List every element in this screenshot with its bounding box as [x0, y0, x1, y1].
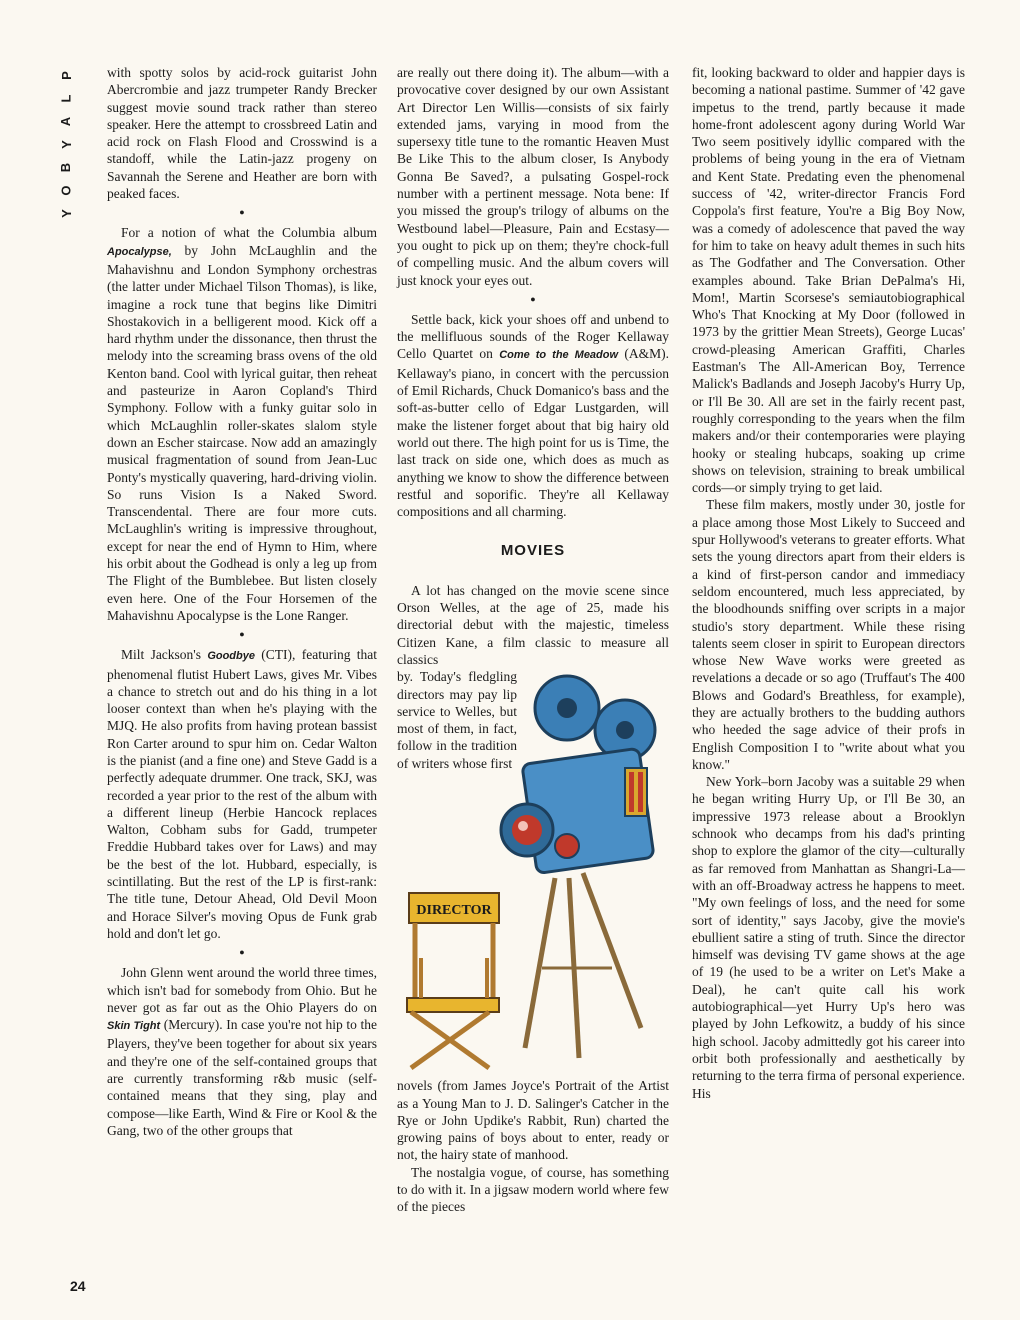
magazine-letter: L — [58, 94, 74, 103]
illustration-block — [397, 668, 669, 1073]
separator-bullet: ● — [530, 293, 536, 304]
separator-bullet: ● — [239, 629, 245, 640]
magazine-letter: B — [58, 162, 74, 173]
column-1 — [107, 64, 377, 1139]
paragraph: Settle back, kick your shoes off and unbend to the mellifluous sounds of the Roger Kellaway Cello Quartet on Come to the Meadow (A&M). Kellaway's piano, in concert with the percussion of Emil Richards, Chuck Domanico's bass and the soft-as-butter cello of Edgar Lustgarden, will make the listener forget about that big hairy old world out there. The high point for us is Time, the last track on side one, which does as much as anything we know to show the difference between restful and soporific. They're all Kellaway compositions and all charming. — [397, 311, 670, 520]
paragraph: John Glenn went around the world three times, which isn't bad for somebody from Ohio. But he never got as far out as the Ohio Players do on Skin Tight (Mercury). In case you're not hip to the Players, they've been together for about six years and they're one of the self-contained groups that are currently transforming r&b music (self-contained means that they sing, play and compose—like Earth, Wind & Fire or Kool & the Gang, two of the other groups that — [107, 965, 377, 1138]
magazine-letter: Y — [58, 140, 74, 149]
magazine-letter: Y — [58, 209, 74, 218]
wrapped-text — [397, 668, 517, 772]
album-title: Come to the Meadow — [499, 349, 619, 362]
magazine-letter: O — [58, 185, 74, 196]
column-3 — [692, 64, 965, 1102]
paragraph: These film makers, mostly under 30, jostle for a place among those Most Likely to Succeed and spur Hollywood's veterans to greater efforts. What sets the young directors apart from their elders is a kind of first-person candor and immediacy seldom encountered, much less appreciated, by the bloodhounds sniffing over scripts in a major studio's story department. While these rising talents seem closer in spirit to European directors whose New Wave works were greeted as revelations a decade or so ago (Truffaut's The 400 Blows and Godard's Breathless, for example), they are actually brothers to the budding authors who heeded the sage advice of their profs in English Composition I to "write about what you know." — [692, 497, 965, 772]
album-title: Goodbye — [207, 650, 255, 663]
paragraph: Milt Jackson's Goodbye (CTI), featuring that phenomenal flutist Hubert Laws, gives Mr. Vibes a chance to stretch out and do his thing in a lot looser context than when he's playing with the MJQ. He also profits from having protean bassist Ron Carter around to spur him on. Cedar Walton is the pianist (and a fine one) and Steve Gadd is a perfectly adequate drummer. One track, SKJ, was recorded a year prior to the rest of the album with a different lineup (Herbie Hancock replaces Walton, Cobham subs for Gadd, trumpeter Freddie Hubbard takes over for Laws) and may be the best of the lot. Hubbard, especially, is scintillating. But the rest of the LP is first-rank: The title tune, Detour Ahead, Old Devil Moon and Horace Silver's moving Opus de Funk grab hold and don't let go. — [107, 647, 377, 941]
paragraph: novels (from James Joyce's Portrait of the Artist as a Young Man to J. D. Salinger's Catcher in the Rye or John Updike's Rabbit, Run) charted the growing pains of boys about to enter, ready or not, the hairy state of manhood. — [397, 1078, 669, 1163]
paragraph: fit, looking backward to older and happier days is becoming a national pastime. Summer of '42 gave impetus to the trend, partly because it made home-front adolescent agony during World War Two seem positively idyllic compared with the problems of being young in the era of Vietnam and Kent State. Predating even the phenomenal success of '42, writer-director Francis Ford Coppola's first feature, You're a Big Boy Now, was a comedy of adolescence that paved the way for him to take on heavy adult themes in such hits as The Godfather and The Conversation. Other examples abound. Take Brian DePalma's Hi, Mom!, Martin Scorsese's semiautobiographical Who's That Knocking at My Door (followed in 1973 by the grittier Mean Streets), George Lucas' crowd-pleasing American Graffiti, Charles Eastman's The All-American Boy, Terrence Malick's Badlands and Joseph Jacoby's Hurry Up, or I'll Be 30. All are set in the fairly recent past, roughly corresponding to the years when the film makers and/or their contemporaries were playing hooky or stealing hubcaps, soaking up crime shows on television, straining to break umbilical cords—or simply trying to get laid. — [692, 65, 965, 496]
paragraph: are really out there doing it). The album—with a provocative cover designed by our own Assistant Art Director Len Willis—consists of six fairly extended jams, varying in mood from the supersexy title tune to the romantic Heaven Must Be Like This to the album closer, Is Anybody Gonna Be Saved?, a pulsating Gospel-rock number with a pertinent message. Nota bene: If you missed the group's trilogy of albums on the Westbound label—Pleasure, Pain and Ecstasy—you ought to pick up on them; they're chock-full of compelling music. And the album covers will just knock your eyes out. — [397, 65, 669, 288]
section-heading-movies: MOVIES — [500, 542, 566, 560]
magazine-letter: A — [58, 116, 74, 127]
separator-bullet: ● — [239, 947, 245, 958]
chair-sign-text: DIRECTOR — [416, 903, 492, 919]
paragraph: with spotty solos by acid-rock guitarist John Abercrombie and jazz trumpeter Randy Brecker suggest movie sound track rather than stereo speaker. Here the attempt to crossbreed Latin and acid rock on Flash Flood and Crosswind is a standoff, while the Latin-jazz progeny on Savannah the Serene and Heather are born with peaked faces. — [107, 65, 377, 202]
paragraph: For a notion of what the Columbia album Apocalypse, by John McLaughlin and the Mahavishnu and London Symphony orchestras (the latter under Michael Tilson Thomas), is like, imagine a rock tune that begins like Dimitri Shostakovich in a belligerent mood. Kick off a hard rhythm under the dissonance, then thrust the melody into the screaming brass ovens of the old Kenton band. Cool with lyrical guitar, then reheat and pasteurize in Aaron Copland's Third Symphony. Follow with a funky guitar solo in which McLaughlin roller-skates slalom style down an Escher staircase. Now add an amazingly musical fragmentation of sound from Jean-Luc Ponty's mystically quavering, hard-driving violin. So runs Vision Is a Naked Sword. Transcendental. There are four more cuts. McLaughlin's writing is impressive throughout, except for near the end of Hymn to Him, where his orbit about the Godhead is only a leg up from The Flight of the Bumblebee. But listen closely even here. One of the Four Horsemen of the Mahavishnu Apocalypse is the Lone Ranger. — [107, 225, 377, 623]
paragraph: by. Today's fledgling directors may pay lip service to Welles, but most of them, in fact, follow in the tradition of writers whose first — [397, 669, 517, 771]
album-title: Apocalypse, — [107, 245, 172, 258]
paragraph: The nostalgia vogue, of course, has something to do with it. In a jigsaw modern world where few of the pieces — [397, 1164, 669, 1215]
column-2 — [397, 64, 669, 1216]
magazine-name-vertical — [56, 64, 76, 225]
paragraph: A lot has changed on the movie scene since Orson Welles, at the age of 25, made his directorial debut with the majestic, timeless Citizen Kane, a film classic to measure all classics — [397, 582, 669, 667]
magazine-letter: P — [58, 71, 74, 80]
page-number: 24 — [70, 1278, 86, 1294]
album-title: Skin Tight — [107, 1020, 161, 1033]
separator-bullet: ● — [239, 207, 245, 218]
paragraph: New York–born Jacoby was a suitable 29 when he began writing Hurry Up, or I'll Be 30, an impressive 1973 release about a Brooklyn schnook who decamps from his dad's printing shop to explore the glamor of the city—culturally as far removed from Manhattan as Shangri-La—with an off-Broadway actress he happens to meet. "My own feelings of loss, and the need for some sort of identity," says Jacoby, give the movie's ebullient satire a sting of truth. Since the director himself was devising TV game shows at the age of 19 (he used to be a writer on Let's Make a Deal), he can't quite call his work autobiographical—yet Hurry Up's hero was played by John Lefkowitz, a buddy of his since high school. Jacoby admittedly got his career into orbit both professionally and aesthetically by returning to the terra firma of personal experience. His — [692, 774, 965, 1101]
